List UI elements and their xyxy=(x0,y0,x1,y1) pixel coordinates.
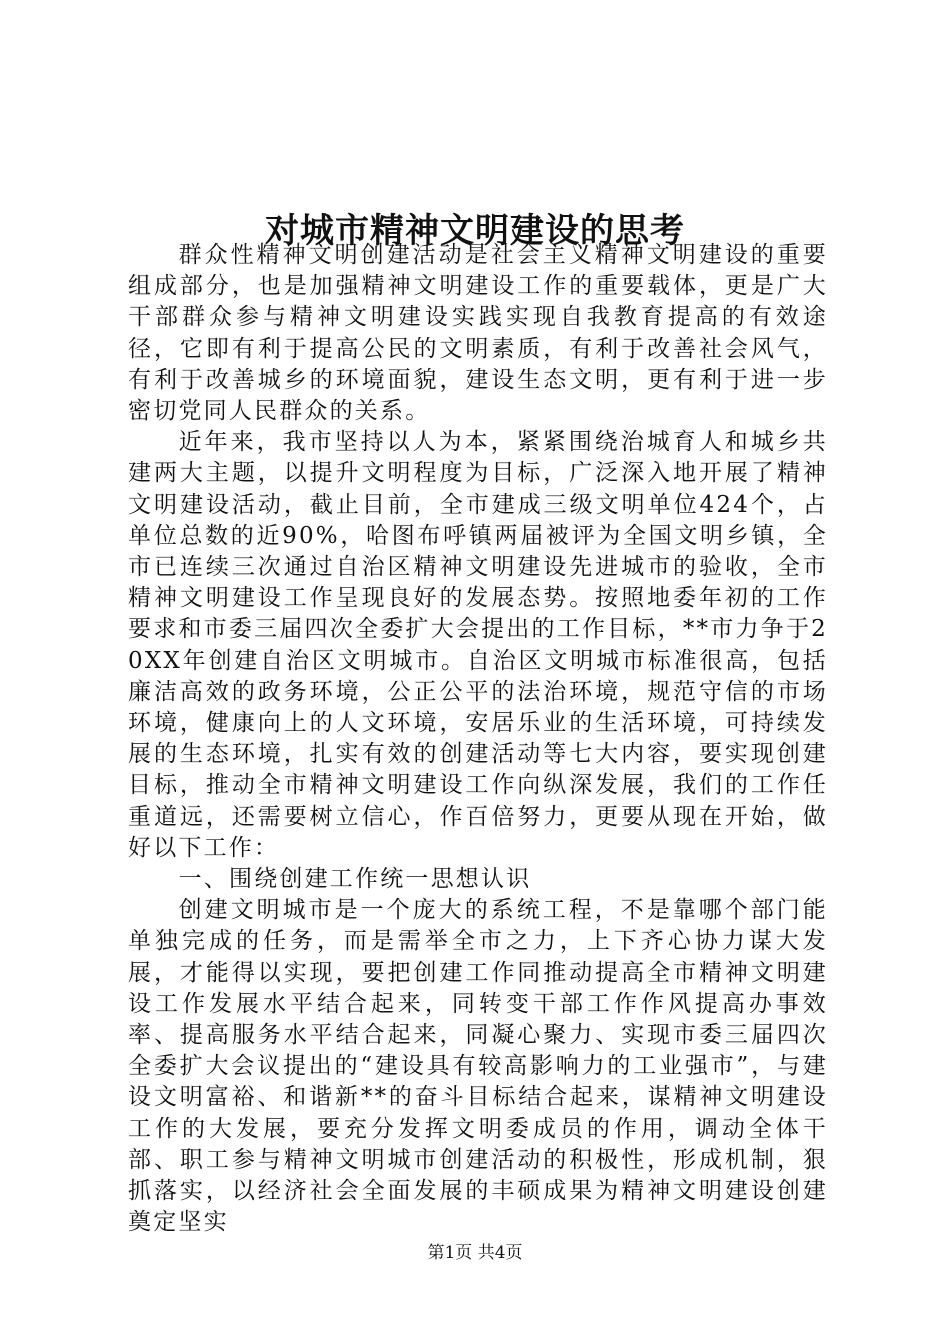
document-title: 对城市精神文明建设的思考 xyxy=(265,210,685,251)
document-body xyxy=(128,240,828,1239)
section-heading-1: 一、围绕创建工作统一思想认识 xyxy=(178,866,532,893)
paragraph-intro: 群众性精神文明创建活动是社会主义精神文明建设的重要组成部分，也是加强精神文明建设工作的重要载体，更是广大干部群众参与精神文明建设实践实现自我教育提高的有效途径，它即有利于提高公民的文明素质，有利于改善社会风气，有利于改善城乡的环境面貌，建设生态文明，更有利于进一步密切党同人民群众的关系。 xyxy=(128,242,828,425)
page-footer: 第1页 共4页 xyxy=(427,1243,523,1263)
paragraph-recent-years: 近年来，我市坚持以人为本，紧紧围绕治城育人和城乡共建两大主题，以提升文明程度为目标，广泛深入地开展了精神文明建设活动，截止目前，全市建成三级文明单位424个，占单位总数的近90%，哈图布呼镇两届被评为全国文明乡镇，全市已连续三次通过自治区精神文明建设先进城市的验收，全市精神文明建设工作呈现良好的发展态势。按照地委年初的工作要求和市委三届四次全委扩大会提出的工作目标，**市力争于20XX年创建自治区文明城市。自治区文明城市标准很高，包括廉洁高效的政务环境，公正公平的法治环境，规范守信的市场环境，健康向上的人文环境，安居乐业的生活环境，可持续发展的生态环境，扎实有效的创建活动等七大内容，要实现创建目标，推动全市精神文明建设工作向纵深发展，我们的工作任重道远，还需要树立信心，作百倍努力，更要从现在开始，做好以下工作： xyxy=(128,429,828,861)
paragraph-creation: 创建文明城市是一个庞大的系统工程，不是靠哪个部门能单独完成的任务，而是需举全市之力，上下齐心协力谋大发展，才能得以实现，要把创建工作同推动提高全市精神文明建设工作发展水平结合起来，同转变干部工作作风提高办事效率、提高服务水平结合起来，同凝心聚力、实现市委三届四次全委扩大会议提出的“建设具有较高影响力的工业强市”，与建设文明富裕、和谐新**的奋斗目标结合起来，谋精神文明建设工作的大发展，要充分发挥文明委成员的作用，调动全体干部、职工参与精神文明城市创建活动的积极性，形成机制，狠抓落实，以经济社会全面发展的丰硕成果为精神文明建设创建奠定坚实 xyxy=(128,897,828,1236)
